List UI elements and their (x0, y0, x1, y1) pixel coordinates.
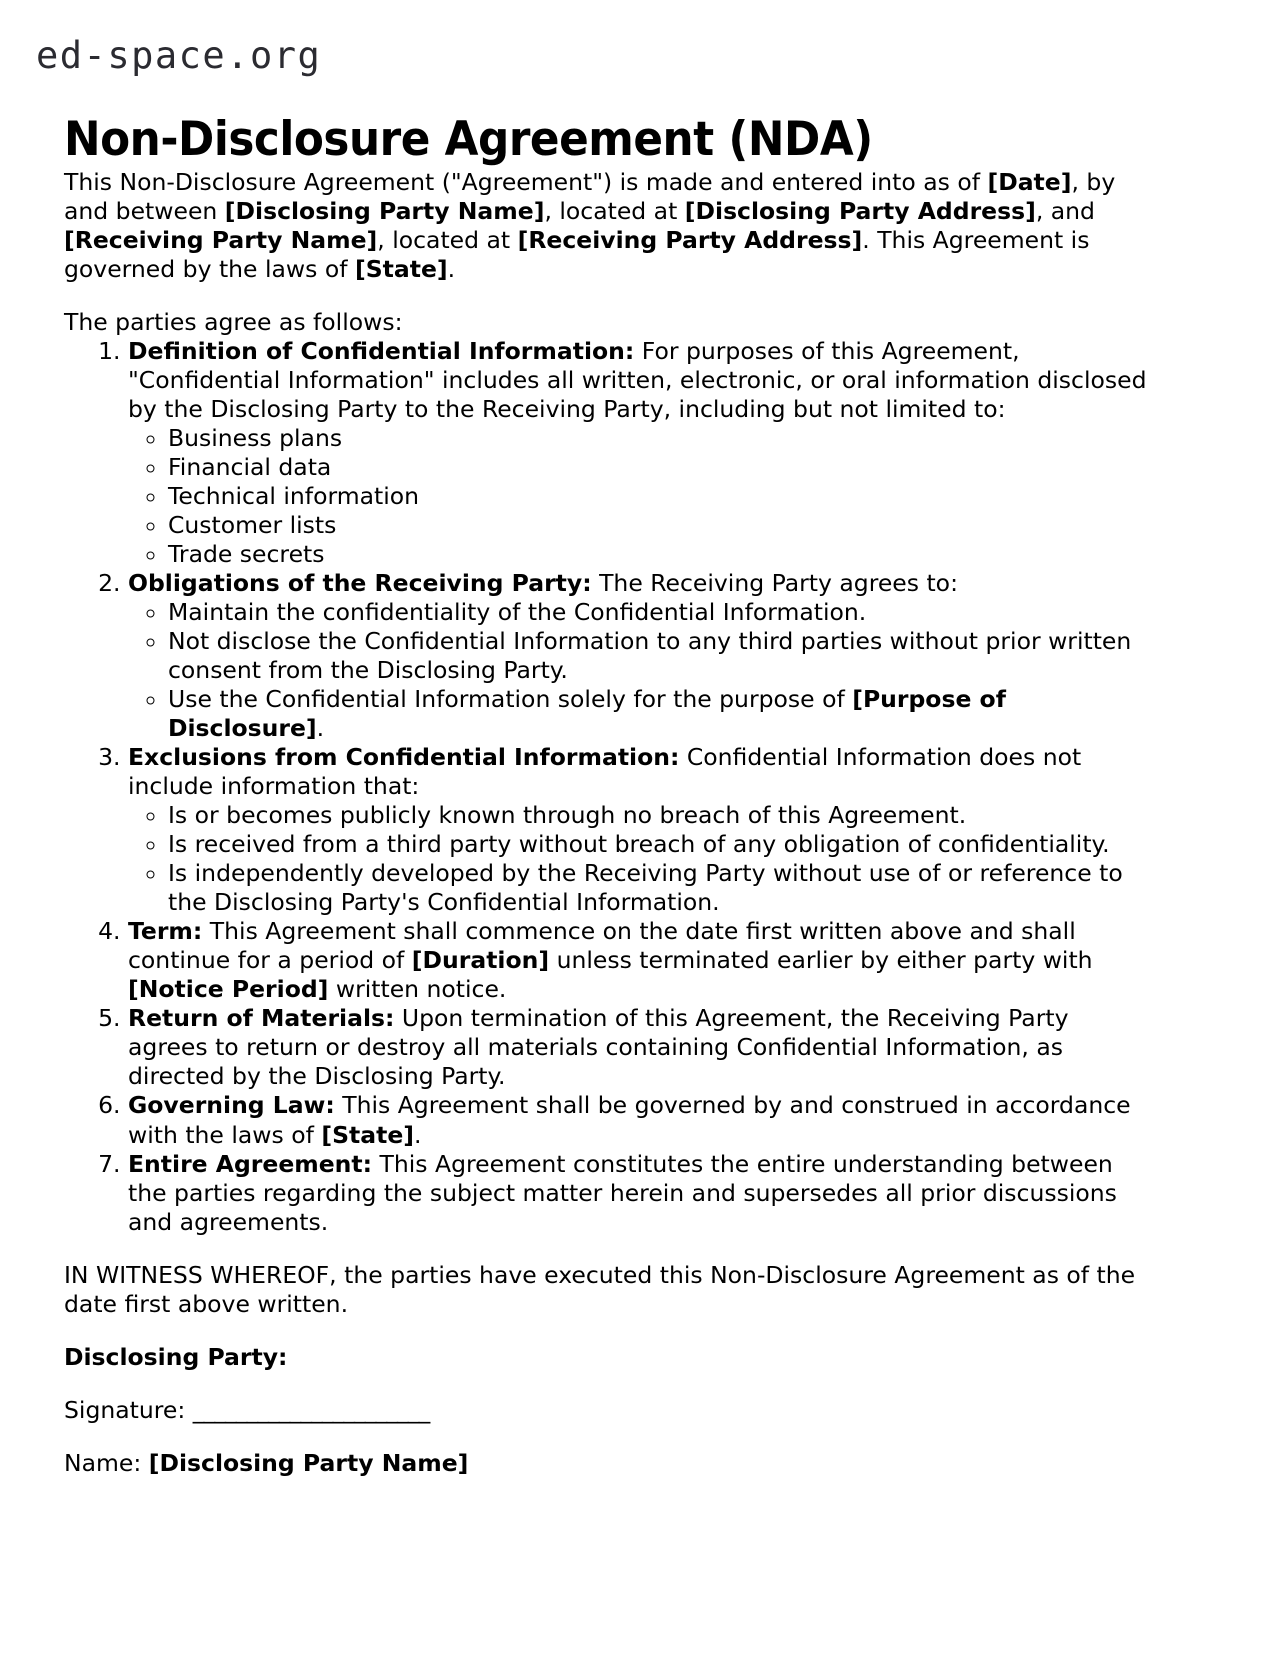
clause-heading-3: Exclusions from Confidential Information: (128, 743, 680, 772)
list-item: ◦ Customer lists (168, 511, 1154, 540)
sub-text-post: . (316, 714, 325, 743)
intro-text-5: , located at (377, 226, 518, 255)
clause-2-sublist (128, 598, 1154, 743)
intro-text-3: , located at (544, 197, 685, 226)
clause-text-3: Confidential Information does not include information that: (128, 743, 1082, 801)
placeholder-disclosing-party-address: [Disclosing Party Address] (684, 197, 1036, 226)
clause-heading-2: Obligations of the Receiving Party: (128, 569, 592, 598)
intro-paragraph (64, 168, 1154, 284)
clause-heading-6: Governing Law: (128, 1091, 335, 1120)
clause-text-2: The Receiving Party agrees to: (591, 569, 958, 598)
site-watermark: ed-space.org (36, 34, 322, 77)
intro-text-1: This Non-Disclosure Agreement ("Agreement") is made and entered into as of (64, 168, 988, 196)
list-item: ◦ Not disclose the Confidential Information to any third parties without prior written consent from the Disclosing Party. (168, 627, 1154, 685)
placeholder-duration: [Duration] (411, 946, 550, 975)
clause-text-5: Upon termination of this Agreement, the Receiving Party agrees to return or destroy all materials containing Confidential Information, as directed by the Disclosing Party. (128, 1004, 1069, 1091)
witness-paragraph: IN WITNESS WHEREOF, the parties have executed this Non-Disclosure Agreement as of the date first above written. (64, 1260, 1136, 1318)
list-item: ◦ Is received from a third party without breach of any obligation of confidentiality. (168, 830, 1154, 859)
placeholder-date: [Date] (987, 168, 1072, 196)
clause-text-4b: unless terminated earlier by either party with (549, 946, 1093, 975)
intro-text-7: . (447, 255, 456, 284)
placeholder-disclosing-party-name-signature: [Disclosing Party Name] (148, 1448, 469, 1477)
clause-text-7: This Agreement constitutes the entire understanding between the parties regarding the subject matter herein and supersedes all prior discussions and agreements. (128, 1149, 1117, 1236)
clause-item-3 (128, 743, 1154, 917)
clause-item-5 (128, 1004, 1154, 1091)
list-item: ◦ Trade secrets (168, 540, 1154, 569)
disclosing-party-heading: Disclosing Party: (64, 1342, 288, 1371)
clause-item-7 (128, 1150, 1154, 1237)
clause-text-6b: . (414, 1120, 422, 1149)
signature-label: Signature: (64, 1395, 193, 1424)
list-item: ◦ Financial data (168, 453, 1154, 482)
page-title: Non-Disclosure Agreement (NDA) (64, 112, 873, 168)
clause-heading-1: Definition of Confidential Information: (128, 337, 635, 366)
intro-text-2: , by and between (64, 168, 1116, 226)
list-item: ◦ Business plans (168, 424, 1154, 453)
clause-item-1 (128, 337, 1154, 569)
list-item (168, 685, 1154, 743)
clause-text-4a: This Agreement shall commence on the date first written above and shall continue for a period of (128, 917, 1076, 975)
name-label: Name: (64, 1448, 149, 1477)
placeholder-receiving-party-address: [Receiving Party Address] (517, 226, 863, 255)
clause-item-6 (128, 1091, 1154, 1149)
list-item: ◦ Is or becomes publicly known through no breach of this Agreement. (168, 801, 1154, 830)
clause-heading-4: Term: (128, 917, 203, 946)
agree-line: The parties agree as follows: (64, 308, 403, 337)
placeholder-state-governing: [State] (321, 1120, 415, 1149)
placeholder-disclosing-party-name: [Disclosing Party Name] (224, 197, 545, 226)
list-item: ◦ Technical information (168, 482, 1154, 511)
document-body (64, 168, 1154, 1478)
sub-text-pre: Use the Confidential Information solely for the purpose of (168, 685, 853, 714)
placeholder-purpose-of-disclosure: [Purpose of Disclosure] (168, 685, 1006, 743)
placeholder-receiving-party-name: [Receiving Party Name] (64, 226, 378, 255)
clause-3-sublist (128, 801, 1154, 917)
clause-item-4 (128, 917, 1154, 1004)
name-line (64, 1449, 1154, 1478)
list-item: ◦ Maintain the confidentiality of the Confidential Information. (168, 598, 1154, 627)
clause-text-1: For purposes of this Agreement, "Confidential Information" includes all written, electronic, or oral information disclosed by the Disclosing Party to the Receiving Party, including but not limited to: (128, 337, 1147, 424)
clause-text-4c: written notice. (328, 975, 507, 1004)
clause-heading-5: Return of Materials: (128, 1004, 395, 1033)
intro-text-6: . This Agreement is governed by the laws of (64, 226, 1090, 284)
clause-text-6a: This Agreement shall be governed by and construed in accordance with the laws of (128, 1091, 1131, 1149)
signature-line (64, 1396, 1154, 1425)
clauses-list (64, 337, 1154, 1236)
clause-item-2 (128, 569, 1154, 743)
placeholder-notice-period: [Notice Period] (128, 975, 329, 1004)
signature-rule: ______________________ (192, 1395, 430, 1424)
intro-text-4: , and (1035, 197, 1095, 226)
clause-heading-7: Entire Agreement: (128, 1149, 373, 1178)
clause-1-sublist (128, 424, 1154, 569)
placeholder-state: [State] (354, 255, 448, 284)
list-item: ◦ Is independently developed by the Receiving Party without use of or reference to the Disclosing Party's Confidential Information. (168, 859, 1154, 917)
